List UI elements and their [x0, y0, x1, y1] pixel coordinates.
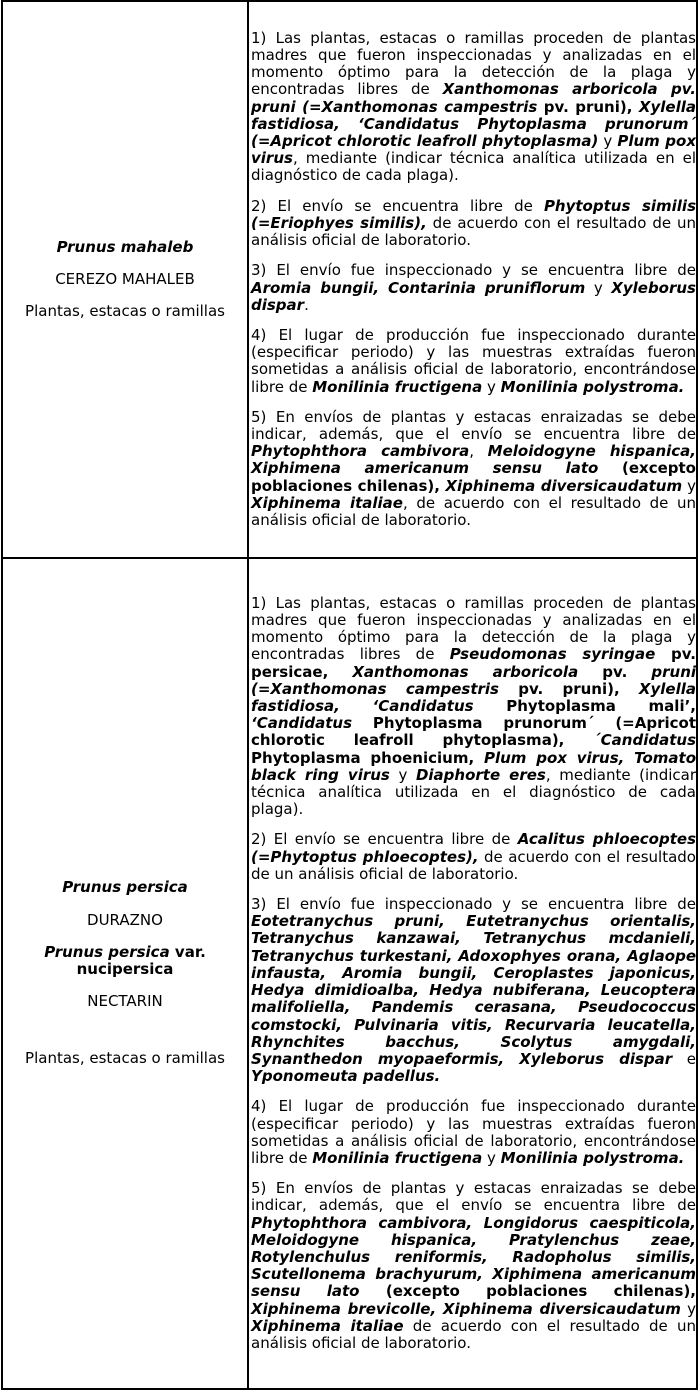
bold-text: Phytoplasma mali’, [473, 697, 696, 716]
species-name-text: Xylella fastidiosa, ‘Candidatus Phytoplasma prunorum´ (=Apricot chlorotic leafroll phytoplasma) [251, 97, 696, 151]
body-text: de acuerdo con el resultado de un análisis oficial de laboratorio. [251, 1316, 697, 1352]
species-name-text: Xylella fastidiosa, ‘Candidatus [251, 679, 696, 716]
species-name-text: Monilinia fructigena [312, 377, 483, 396]
requirements-table [1, 0, 698, 1390]
species-name-text: ‘Candidatus [251, 714, 353, 733]
species-common-name: CEREZO MAHALEB [55, 269, 195, 288]
species-name-text: Xyleborus dispar [251, 278, 696, 314]
body-text: 2) El envío se encuentra libre de [251, 830, 518, 849]
requirement-paragraph [251, 198, 696, 250]
bold-text: pv. pruni), [537, 97, 639, 116]
species-name-text: Xiphinema brevicolle, Xiphinema diversicaudatum [251, 1299, 681, 1318]
variety-suffix: var. nucipersica [76, 942, 206, 978]
species-name-text: Xiphinema diversicaudatum [445, 476, 683, 495]
species-cell [2, 1, 248, 558]
species-name-text: Monilinia polystroma. [500, 377, 685, 396]
species-name-text: Meloidogyne hispanica, Xiphimena americanum sensu lato [251, 442, 696, 478]
species-name-text: Pseudomonas syringae [449, 645, 656, 664]
body-text: 1) Las plantas, estacas o ramillas proceden de plantas madres que fueron inspeccionadas y analizadas en el momento óptimo para la detección de la plaga y encontradas libres de [251, 28, 696, 99]
requirement-paragraph [251, 409, 696, 529]
body-text: y [598, 132, 618, 151]
species-name-text: Phytoptus similis (=Eriophyes similis), [251, 196, 696, 232]
body-text: 3) El envío fue inspeccionado y se encuentra libre de [251, 261, 696, 280]
requirement-paragraph [251, 896, 696, 1085]
requirement-paragraph [251, 1180, 696, 1352]
body-text: y [389, 765, 416, 784]
bold-text: Phytoplasma phoenicium, [251, 748, 484, 767]
bold-text: pv. pruni), [498, 679, 639, 698]
species-name-text: ´Candidatus [593, 731, 696, 750]
species-name-text: Xanthomonas arboricola pv. pruni (=Xanthomonas campestris [251, 80, 696, 116]
body-text: 4) El lugar de producción fue inspeccionado durante (especificar periodo) y las muestras extraídas fueron sometidas a análisis oficial de laboratorio, encontrándose libre de [251, 1097, 696, 1167]
species-name-text: Xiphinema italiae [251, 493, 403, 512]
species-name-text: Phytophthora cambivora [251, 442, 470, 461]
bold-text: (excepto poblaciones chilenas), [359, 1282, 696, 1301]
body-text: y [682, 476, 696, 495]
body-text: de acuerdo con el resultado de un análisis oficial de laboratorio. [251, 213, 697, 250]
body-text: 2) El envío se encuentra libre de [251, 196, 544, 215]
body-text: , mediante (indicar técnica analítica utilizada en el diagnóstico de cada plaga). [251, 765, 696, 819]
requirement-paragraph [251, 30, 696, 185]
body-text: , mediante (indicar técnica analítica utilizada en el diagnóstico de cada plaga). [251, 149, 696, 185]
body-text: y [482, 377, 501, 396]
species-name-text: Yponomeuta padellus. [251, 1067, 441, 1086]
species-common-name: DURAZNO [87, 910, 163, 929]
commodity-label: Plantas, estacas o ramillas [25, 302, 225, 321]
body-text: y [482, 1148, 501, 1167]
variety-scientific-name [3, 944, 247, 978]
species-name-text: Xanthomonas arboricola [352, 662, 579, 681]
species-scientific-name: Prunus mahaleb [56, 237, 194, 256]
body-text: y [585, 278, 612, 297]
bold-text: (excepto poblaciones chilenas), [251, 459, 696, 495]
species-scientific-name: Prunus persica [62, 878, 188, 897]
bold-text: pv. persicae, [251, 645, 696, 681]
variety-common-name: NECTARIN [87, 992, 163, 1011]
bold-text: Phytoplasma prunorum´ (=Apricot chlorotic leafroll phytoplasma), [251, 714, 696, 750]
species-name-text: pruni (=Xanthomonas campestris [251, 662, 697, 698]
species-name-text: Eotetranychus pruni, Eutetranychus orientalis, Tetranychus kanzawai, Tetranychus mcdanieli, Tetranychus turkestani, Adoxophyes orana, Aglaope infausta, Aromia bungii, Ceroplastes japonicus, Hedya dimidioalba, Hedya nubiferana, Leucoptera malifoliella, Pandemis cerasana, Pseudococcus comstocki, Pulvinaria vitis, Recurvaria leucatella, Rhynchites bacchus, Scolytus amygdali, Synanthedon myopaeformis, Xyleborus dispar [251, 912, 696, 1068]
requirement-paragraph [251, 831, 696, 883]
body-text: . [304, 295, 309, 314]
body-text: 3) El envío fue inspeccionado y se encuentra libre de [251, 895, 696, 914]
table-row [2, 1, 697, 558]
variety-genus: Prunus persica [44, 942, 170, 961]
requirement-paragraph [251, 262, 696, 314]
commodity-label: Plantas, estacas o ramillas [25, 1049, 225, 1068]
species-name-text: Acalitus phloecoptes (=Phytoptus phloecoptes), [251, 830, 696, 866]
body-text: y [680, 1299, 696, 1318]
bold-text: pv. [578, 662, 652, 681]
body-text: 1) Las plantas, estacas o ramillas proceden de plantas madres que fueron inspeccionadas y analizadas en el momento óptimo para la detección de la plaga y encontradas libres de [251, 593, 696, 664]
body-text: , [469, 442, 488, 461]
species-name-text: Monilinia fructigena [312, 1148, 483, 1167]
table-row [2, 558, 697, 1389]
body-text: e [672, 1049, 696, 1068]
requirements-cell [248, 1, 697, 558]
species-name-text: Plum pox virus, Tomato black ring virus [251, 748, 696, 784]
species-name-text: Monilinia polystroma. [500, 1148, 685, 1167]
requirements-cell [248, 558, 697, 1389]
requirement-paragraph [251, 595, 696, 819]
species-name-text: Phytophthora cambivora, Longidorus caespiticola, Meloidogyne hispanica, Pratylenchus zeae, Rotylenchulus reniformis, Radopholus similis, Scutellonema brachyurum, Xiphimena americanum sensu lato [251, 1213, 696, 1301]
requirement-paragraph [251, 327, 696, 396]
species-name-text: Plum pox virus [251, 132, 697, 168]
species-name-text: Xiphinema italiae [251, 1316, 404, 1335]
requirement-paragraph [251, 1098, 696, 1167]
body-text: de acuerdo con el resultado de un análisis oficial de laboratorio. [251, 847, 696, 883]
species-name-text: Diaphorte eres [415, 765, 546, 784]
body-text: 4) El lugar de producción fue inspeccionado durante (especificar periodo) y las muestras extraídas fueron sometidas a análisis oficial de laboratorio, encontrándose libre de [251, 325, 696, 396]
body-text: , de acuerdo con el resultado de un análisis oficial de laboratorio. [251, 493, 696, 529]
species-name-text: Aromia bungii, Contarinia pruniflorum [251, 278, 586, 297]
body-text: 5) En envíos de plantas y estacas enraizadas se debe indicar, además, que el envío se encuentra libre de [251, 407, 696, 443]
species-cell [2, 558, 248, 1389]
body-text: 5) En envíos de plantas y estacas enraizadas se debe indicar, además, que el envío se encuentra libre de [251, 1179, 696, 1215]
